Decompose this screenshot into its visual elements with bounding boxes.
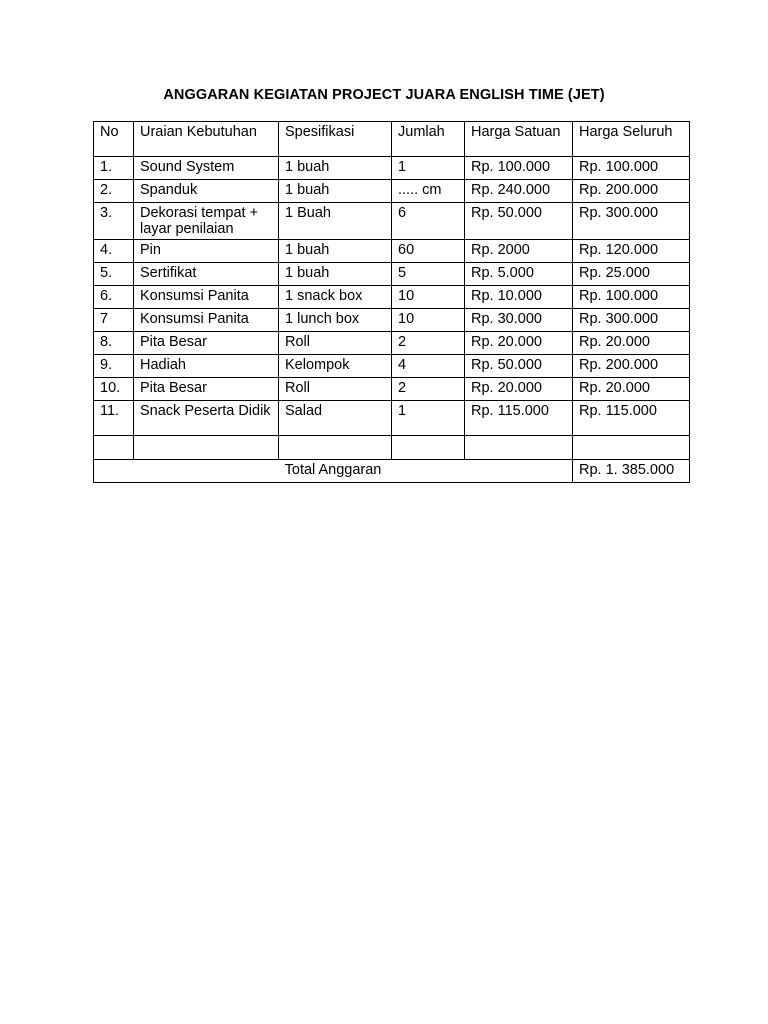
cell-jumlah: 2 [392, 332, 465, 355]
cell-no: 4. [94, 240, 134, 263]
table-row [94, 309, 690, 332]
table-row [94, 157, 690, 180]
cell-harga-seluruh: Rp. 100.000 [573, 157, 690, 180]
cell-harga-seluruh: Rp. 20.000 [573, 378, 690, 401]
cell-jumlah: 10 [392, 286, 465, 309]
cell-harga-seluruh: Rp. 200.000 [573, 180, 690, 203]
cell-uraian: Snack Peserta Didik [134, 401, 279, 436]
cell-jumlah [392, 436, 465, 460]
table-row-empty [94, 436, 690, 460]
cell-spesifikasi: 1 Buah [279, 203, 392, 240]
header-harga-seluruh: Harga Seluruh [573, 122, 690, 157]
budget-table [93, 121, 690, 483]
cell-uraian: Pin [134, 240, 279, 263]
cell-uraian: Pita Besar [134, 378, 279, 401]
table-row [94, 240, 690, 263]
table-row [94, 355, 690, 378]
cell-harga-seluruh [573, 436, 690, 460]
cell-harga-satuan: Rp. 5.000 [465, 263, 573, 286]
cell-harga-satuan [465, 436, 573, 460]
table-row [94, 180, 690, 203]
cell-uraian [134, 436, 279, 460]
cell-harga-satuan: Rp. 30.000 [465, 309, 573, 332]
cell-uraian: Sertifikat [134, 263, 279, 286]
cell-uraian: Konsumsi Panita [134, 309, 279, 332]
cell-harga-seluruh: Rp. 25.000 [573, 263, 690, 286]
cell-no: 5. [94, 263, 134, 286]
cell-no: 6. [94, 286, 134, 309]
cell-jumlah: 6 [392, 203, 465, 240]
table-header-row [94, 122, 690, 157]
cell-no: 1. [94, 157, 134, 180]
cell-no: 9. [94, 355, 134, 378]
cell-harga-satuan: Rp. 50.000 [465, 203, 573, 240]
cell-harga-seluruh: Rp. 20.000 [573, 332, 690, 355]
cell-harga-satuan: Rp. 10.000 [465, 286, 573, 309]
cell-spesifikasi: 1 snack box [279, 286, 392, 309]
cell-uraian: Hadiah [134, 355, 279, 378]
cell-no: 11. [94, 401, 134, 436]
header-harga-satuan: Harga Satuan [465, 122, 573, 157]
table-row [94, 378, 690, 401]
cell-no: 10. [94, 378, 134, 401]
cell-no: 3. [94, 203, 134, 240]
cell-no [94, 436, 134, 460]
table-row [94, 332, 690, 355]
total-label: Total Anggaran [94, 460, 573, 483]
table-row [94, 203, 690, 240]
total-value: Rp. 1. 385.000 [573, 460, 690, 483]
cell-spesifikasi: 1 lunch box [279, 309, 392, 332]
cell-spesifikasi: 1 buah [279, 240, 392, 263]
cell-spesifikasi: 1 buah [279, 157, 392, 180]
cell-harga-satuan: Rp. 20.000 [465, 378, 573, 401]
cell-harga-seluruh: Rp. 300.000 [573, 203, 690, 240]
cell-spesifikasi: 1 buah [279, 263, 392, 286]
document-title: ANGGARAN KEGIATAN PROJECT JUARA ENGLISH TIME (JET) [163, 87, 605, 103]
cell-no: 2. [94, 180, 134, 203]
cell-jumlah: 1 [392, 157, 465, 180]
cell-jumlah: 4 [392, 355, 465, 378]
cell-spesifikasi: Roll [279, 332, 392, 355]
table-row [94, 286, 690, 309]
cell-uraian: Spanduk [134, 180, 279, 203]
cell-harga-satuan: Rp. 2000 [465, 240, 573, 263]
cell-harga-seluruh: Rp. 120.000 [573, 240, 690, 263]
cell-harga-seluruh: Rp. 300.000 [573, 309, 690, 332]
cell-uraian: Sound System [134, 157, 279, 180]
cell-spesifikasi: Kelompok [279, 355, 392, 378]
cell-spesifikasi: Roll [279, 378, 392, 401]
cell-uraian: Dekorasi tempat + layar penilaian [134, 203, 279, 240]
cell-harga-seluruh: Rp. 115.000 [573, 401, 690, 436]
cell-spesifikasi: Salad [279, 401, 392, 436]
cell-harga-satuan: Rp. 240.000 [465, 180, 573, 203]
cell-jumlah: 60 [392, 240, 465, 263]
header-jumlah: Jumlah [392, 122, 465, 157]
cell-jumlah: 5 [392, 263, 465, 286]
cell-uraian: Pita Besar [134, 332, 279, 355]
header-uraian-kebutuhan: Uraian Kebutuhan [134, 122, 279, 157]
cell-spesifikasi: 1 buah [279, 180, 392, 203]
header-no: No [94, 122, 134, 157]
cell-jumlah: 10 [392, 309, 465, 332]
cell-jumlah: 2 [392, 378, 465, 401]
cell-harga-satuan: Rp. 100.000 [465, 157, 573, 180]
cell-harga-seluruh: Rp. 100.000 [573, 286, 690, 309]
cell-harga-satuan: Rp. 20.000 [465, 332, 573, 355]
cell-harga-seluruh: Rp. 200.000 [573, 355, 690, 378]
cell-no: 7 [94, 309, 134, 332]
table-row [94, 263, 690, 286]
cell-spesifikasi [279, 436, 392, 460]
cell-jumlah: ..... cm [392, 180, 465, 203]
header-spesifikasi: Spesifikasi [279, 122, 392, 157]
cell-jumlah: 1 [392, 401, 465, 436]
cell-harga-satuan: Rp. 115.000 [465, 401, 573, 436]
cell-uraian: Konsumsi Panita [134, 286, 279, 309]
cell-no: 8. [94, 332, 134, 355]
cell-harga-satuan: Rp. 50.000 [465, 355, 573, 378]
table-total-row [94, 460, 690, 483]
table-row [94, 401, 690, 436]
